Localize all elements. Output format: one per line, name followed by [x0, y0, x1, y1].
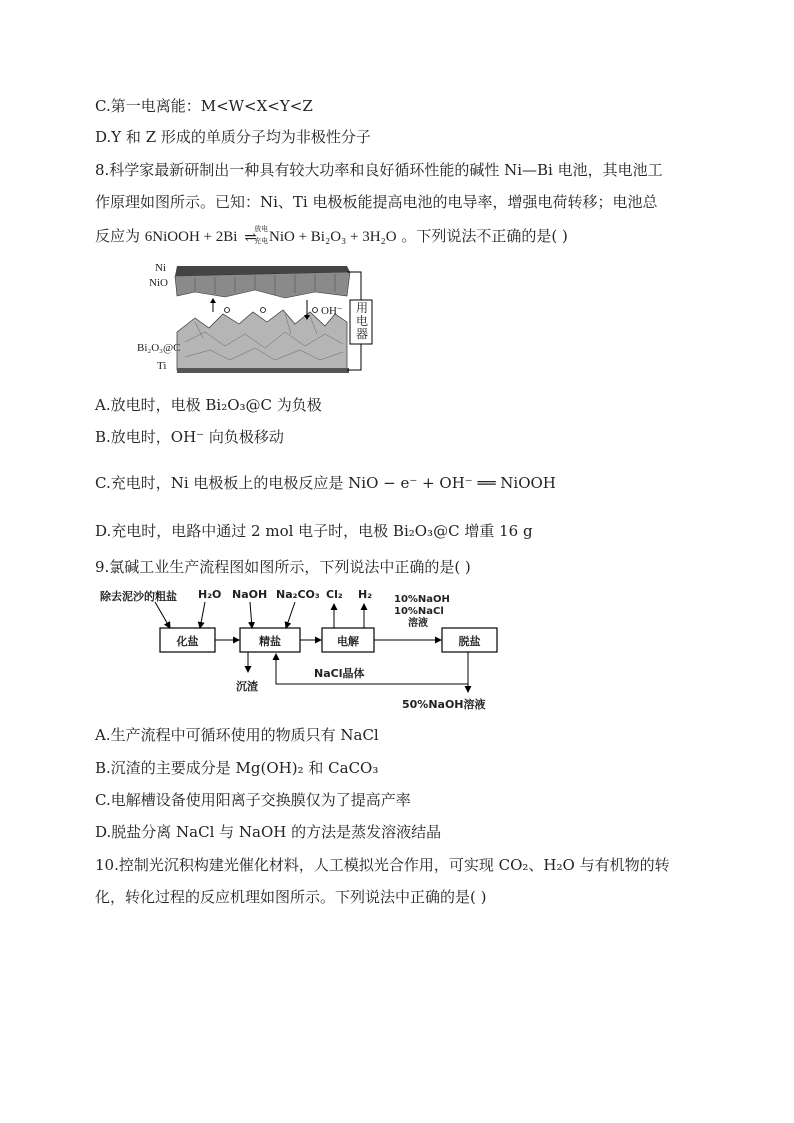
- q10-stem-line1: 10.控制光沉积构建光催化材料，人工模拟光合作用，可实现 CO₂、H₂O 与有机物的转: [95, 856, 670, 874]
- input-crude-salt: 除去泥沙的粗盐: [100, 590, 177, 603]
- reversible-arrow-icon: ⇌ 放电 充电: [244, 225, 269, 246]
- q8-option-a: A.放电时，电极 Bi₂O₃@C 为负极: [95, 396, 322, 414]
- solution-line3: 溶液: [408, 618, 428, 629]
- label-refined: 精盐: [259, 635, 281, 648]
- label-nio: NiO: [149, 277, 168, 289]
- label-desalt: 脱盐: [458, 635, 481, 648]
- load-label: 用电器: [355, 301, 368, 341]
- input-h2o: H₂O: [198, 588, 222, 601]
- arrow-bottom-label: 充电: [254, 237, 269, 245]
- q8-option-c: C.充电时，Ni 电极板上的电极反应是 NiO − e⁻ + OH⁻ ══ NiOOH: [95, 474, 556, 492]
- battery-diagram-svg: [135, 262, 375, 377]
- bi2o3-layer: [177, 310, 347, 370]
- label-recycle: NaCl晶体: [314, 667, 365, 680]
- q9-option-b: B.沉渣的主要成分是 Mg(OH)₂ 和 CaCO₃: [95, 759, 379, 777]
- solution-line2: 10%NaCl: [394, 606, 444, 617]
- battery-diagram: [135, 262, 375, 377]
- q8-stem-line2: 作原理如图所示。已知：Ni、Ti 电极板能提高电池的电导率，增强电荷转移；电池总: [95, 193, 658, 211]
- q8-stem-suffix: 。下列说法不正确的是( ): [401, 227, 568, 245]
- label-ti: Ti: [157, 360, 167, 372]
- q8-option-b: B.放电时，OH⁻ 向负极移动: [95, 428, 284, 446]
- q9-option-a: A.生产流程中可循环使用的物质只有 NaCl: [95, 726, 379, 744]
- label-ni: Ni: [155, 262, 166, 274]
- q8-equation-left: 6NiOOH + 2Bi: [144, 229, 238, 245]
- q7-option-c: C.第一电离能：M<W<X<Y<Z: [95, 97, 313, 115]
- ti-plate: [177, 368, 349, 373]
- output-h2: H₂: [358, 588, 373, 601]
- label-bi2o3: Bi₂O₃@C: [137, 342, 181, 354]
- q9-option-c: C.电解槽设备使用阳离子交换膜仅为了提高产率: [95, 791, 411, 809]
- label-oh: OH⁻: [321, 305, 343, 317]
- nio-layer: [175, 272, 350, 298]
- input-naoh: NaOH: [232, 588, 268, 601]
- label-electrolysis: 电解: [337, 635, 359, 648]
- q9-stem: 9.氯碱工业生产流程图如图所示，下列说法中正确的是( ): [95, 558, 471, 576]
- q8-option-d: D.充电时，电路中通过 2 mol 电子时，电极 Bi₂O₃@C 增重 16 g: [95, 522, 533, 540]
- arrow-top-label: 放电: [254, 225, 269, 233]
- q8-stem-line1: 8.科学家最新研制出一种具有较大功率和良好循环性能的碱性 Ni—Bi 电池，其电池工: [95, 161, 663, 179]
- solution-line1: 10%NaOH: [394, 594, 450, 605]
- label-dissolve: 化盐: [176, 635, 199, 648]
- chlor-alkali-flowchart: [100, 588, 500, 716]
- q8-stem-prefix: 反应为: [95, 227, 141, 245]
- q7-option-d: D.Y 和 Z 形成的单质分子均为非极性分子: [95, 128, 371, 146]
- input-na2co3: Na₂CO₃: [276, 588, 320, 601]
- q8-stem-line3: [95, 226, 568, 247]
- q10-stem-line2: 化，转化过程的反应机理如图所示。下列说法中正确的是( ): [95, 888, 487, 906]
- solution-label: [394, 594, 450, 630]
- q9-option-d: D.脱盐分离 NaCl 与 NaOH 的方法是蒸发溶液结晶: [95, 823, 442, 841]
- label-residue: 沉渣: [236, 680, 258, 693]
- label-product: 50%NaOH溶液: [402, 698, 486, 711]
- q8-equation-right: NiO + Bi₂O₃ + 3H₂O: [269, 229, 397, 245]
- output-cl2: Cl₂: [326, 588, 343, 601]
